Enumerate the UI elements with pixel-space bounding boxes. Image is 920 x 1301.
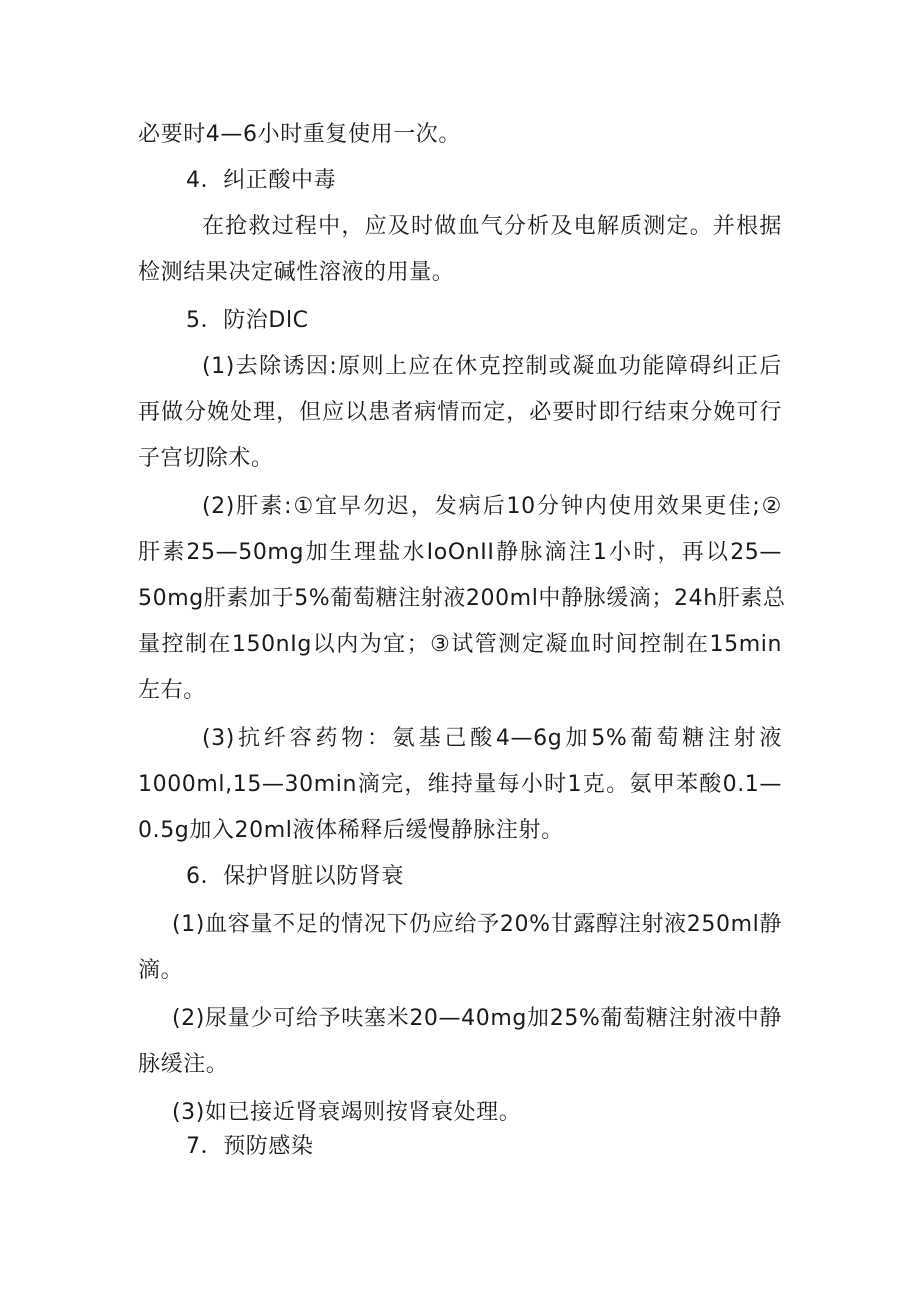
text-line: 50mg肝素加于5%葡萄糖注射液200ml中静脉缓滴；24h肝素总 — [138, 586, 786, 611]
text-line: 在抢救过程中，应及时做血气分析及电解质测定。并根据 — [202, 214, 782, 239]
text-line: (1)去除诱因:原则上应在休克控制或凝血功能障碍纠正后 — [202, 354, 782, 379]
text-line: 左右。 — [138, 678, 206, 703]
section-heading-6: 6．保护肾脏以防肾衰 — [186, 864, 404, 889]
text-line: 再做分娩处理，但应以患者病情而定，必要时即行结束分娩可行 — [138, 400, 782, 425]
section-heading-7: 7．预防感染 — [186, 1134, 314, 1159]
text-line: (3)抗纤容药物：氨基己酸4—6g加5%葡萄糖注射液 — [202, 726, 782, 751]
section-heading-5: 5．防治DlC — [186, 308, 309, 333]
text-line: 滴。 — [138, 958, 184, 983]
text-line: (1)血容量不足的情况下仍应给予20%甘露醇注射液250ml静 — [172, 912, 782, 937]
section-heading-4: 4．纠正酸中毒 — [186, 168, 337, 193]
text-line: 0.5g加入20ml液体稀释后缓慢静脉注射。 — [138, 818, 564, 843]
text-line: 量控制在150nIg以内为宜；③试管测定凝血时间控制在15min — [138, 632, 782, 657]
text-line: 肝素25—50mg加生理盐水IoOnII静脉滴注1小时，再以25— — [138, 540, 782, 565]
text-line: 检测结果决定碱性溶液的用量。 — [138, 260, 455, 285]
text-line: 必要时4—6小时重复使用一次。 — [138, 122, 461, 147]
text-line: (2)肝素:①宜早勿迟，发病后10分钟内使用效果更佳;② — [202, 494, 782, 519]
text-line: (3)如已接近肾衰竭则按肾衰处理。 — [172, 1100, 522, 1125]
text-line: 脉缓注。 — [138, 1052, 229, 1077]
text-line: 1000ml,15—30min滴完，维持量每小时1克。氨甲苯酸0.1— — [138, 772, 782, 797]
text-line: (2)尿量少可给予呋塞米20—40mg加25%葡萄糖注射液中静 — [172, 1006, 782, 1031]
text-line: 子宫切除术。 — [138, 446, 274, 471]
